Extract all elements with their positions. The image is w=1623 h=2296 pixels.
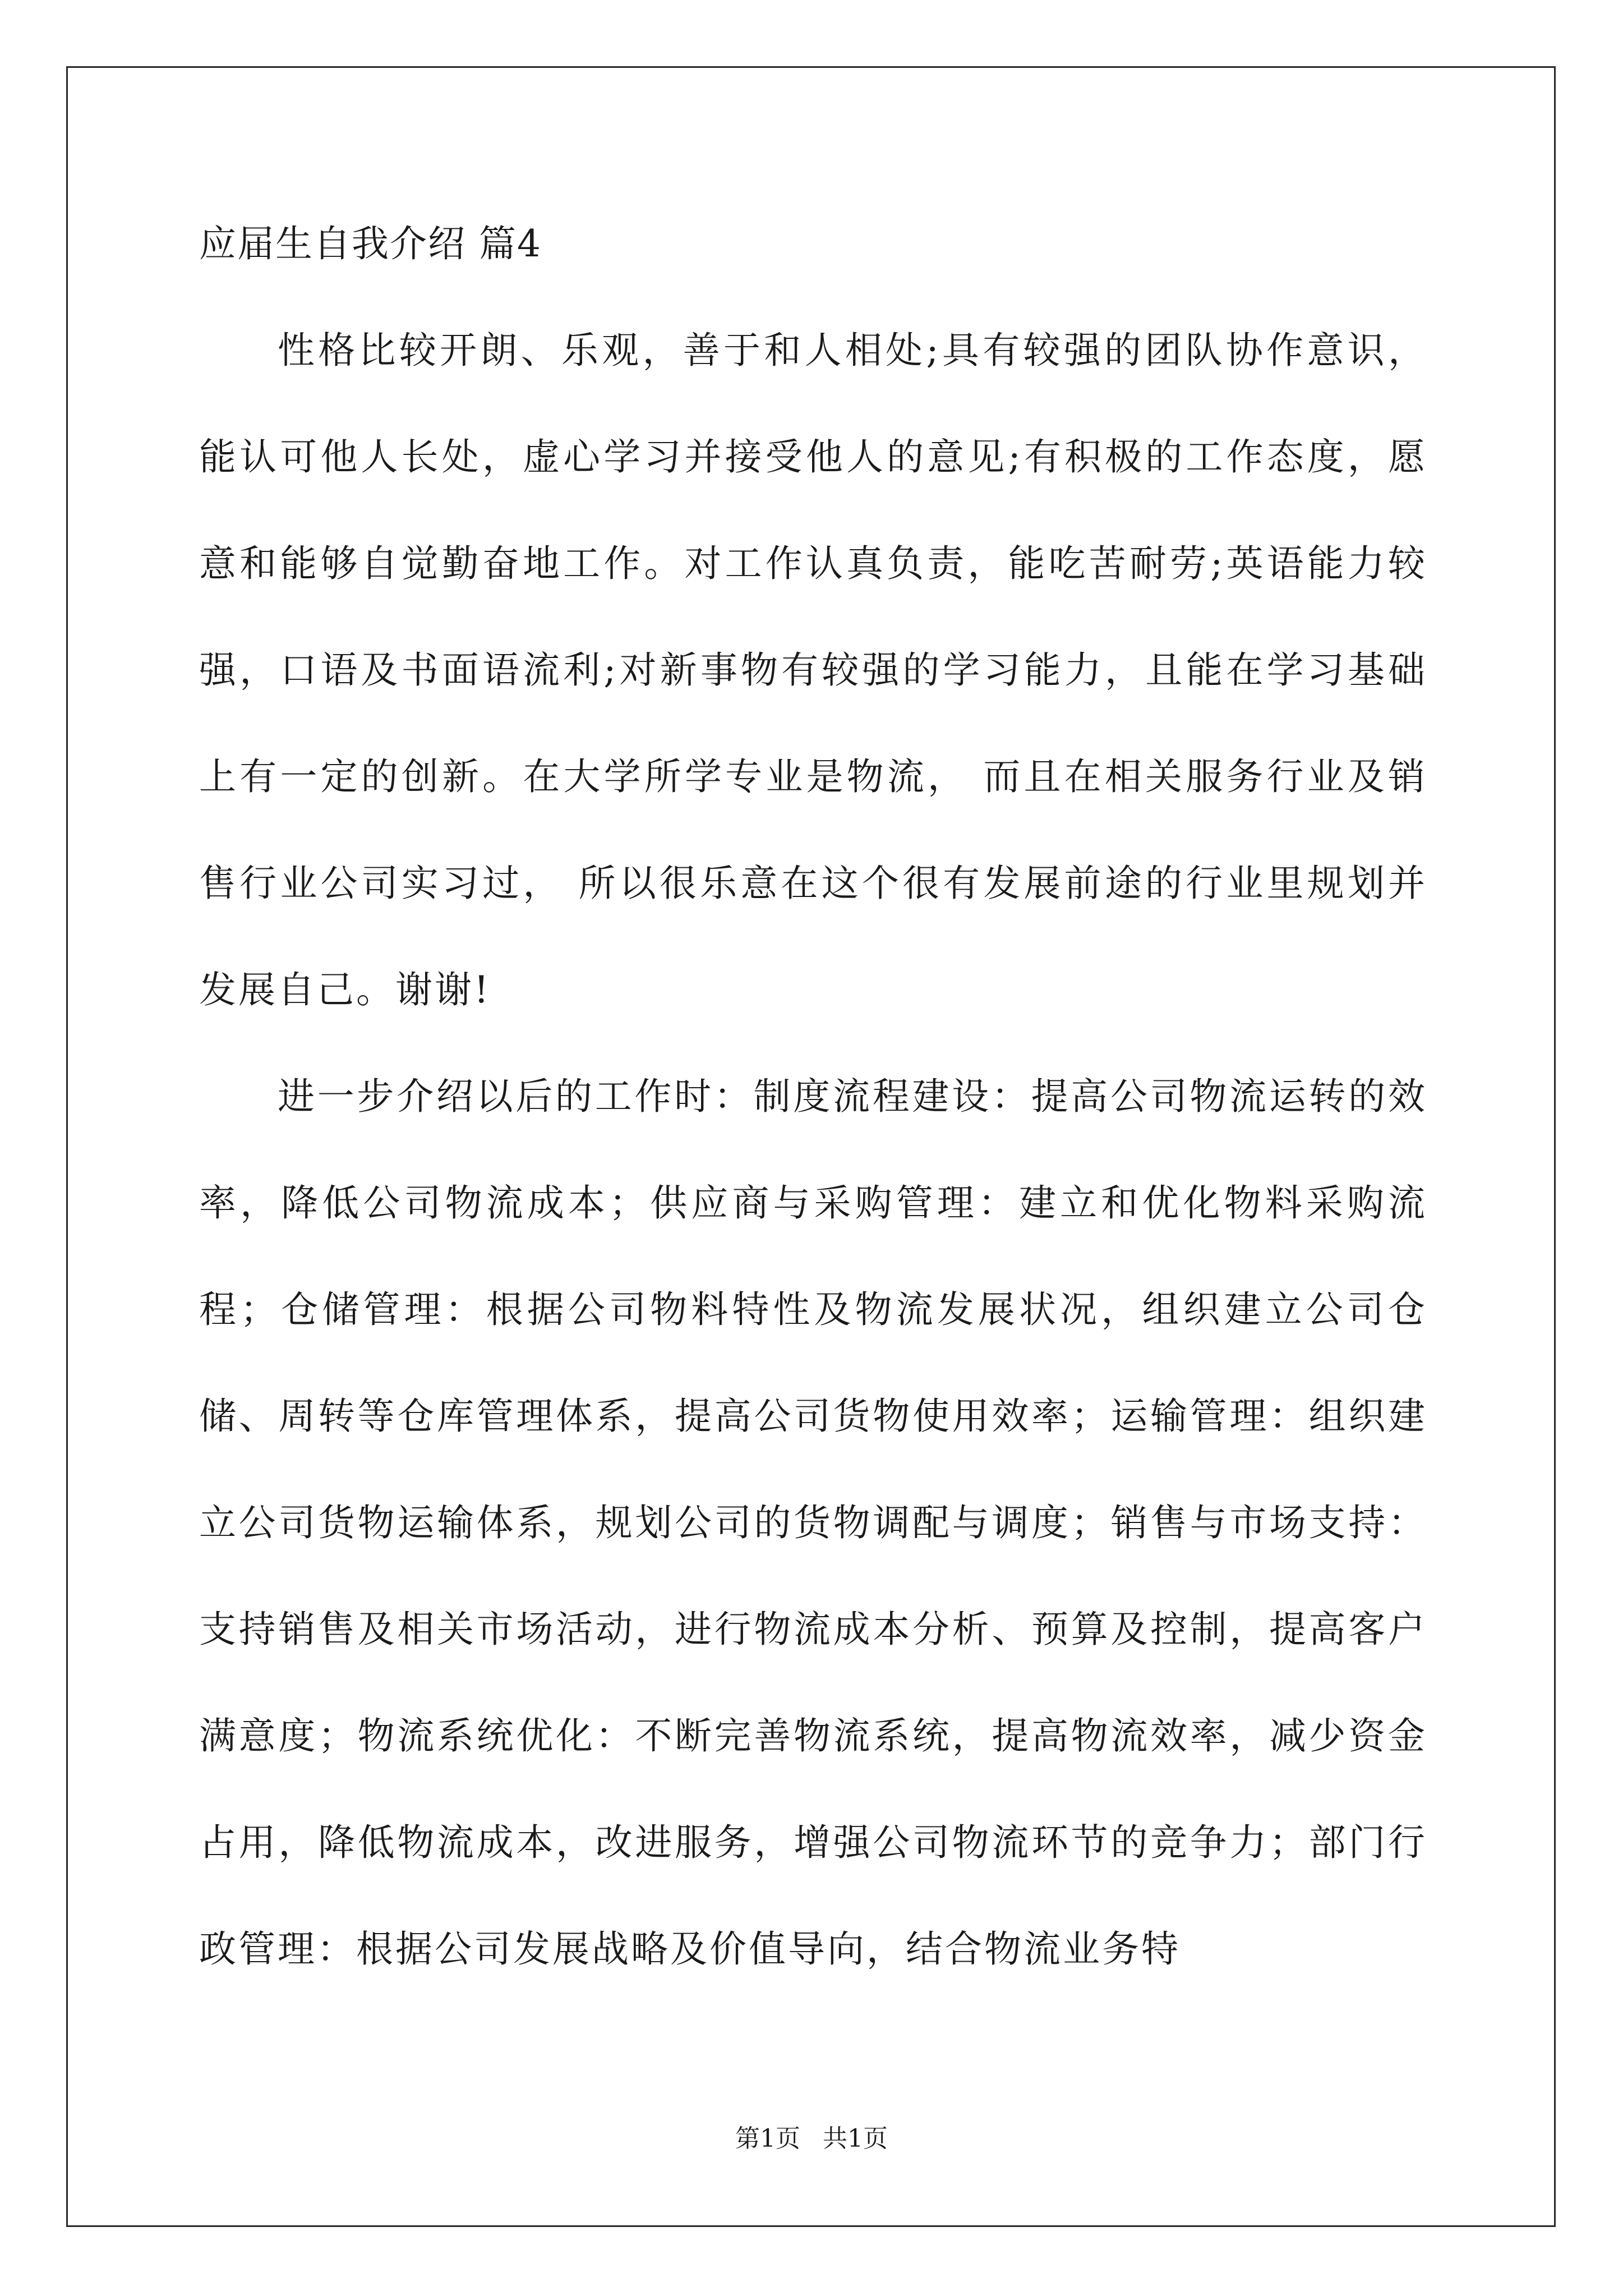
paragraph-1: 性格比较开朗、乐观，善于和人相处;具有较强的团队协作意识，能认可他人长处，虚心学习并接受他人的意见;有积极的工作态度，愿意和能够自觉勤奋地工作。对工作认真负责，能吃苦耐劳;英语能力较强，口语及书面语流利;对新事物有较强的学习能力，且能在学习基础上有一定的创新。在大学所学专业是物流， 而且在相关服务行业及销售行业公司实习过， 所以很乐意在这个很有发展前途的行业里规划并发展自己。谢谢! [199,329,1427,1011]
page-footer [0,2123,1623,2155]
document-body [199,222,1427,2033]
page-number: 第1页 [735,2124,800,2153]
document-title: 应届生自我介绍 篇4 [199,222,542,265]
total-pages: 共1页 [823,2124,888,2153]
paragraph-2: 进一步介绍以后的工作时：制度流程建设：提高公司物流运转的效率，降低公司物流成本；供应商与采购管理：建立和优化物料采购流程；仓储管理：根据公司物料特性及物流发展状况，组织建立公司仓储、周转等仓库管理体系，提高公司货物使用效率；运输管理：组织建立公司货物运输体系，规划公司的货物调配与调度；销售与市场支持：支持销售及相关市场活动，进行物流成本分析、预算及控制，提高客户满意度；物流系统优化：不断完善物流系统，提高物流效率，减少资金占用，降低物流成本，改进服务，增强公司物流环节的竞争力；部门行政管理：根据公司发展战略及价值导向，结合物流业务特 [199,1075,1427,1971]
